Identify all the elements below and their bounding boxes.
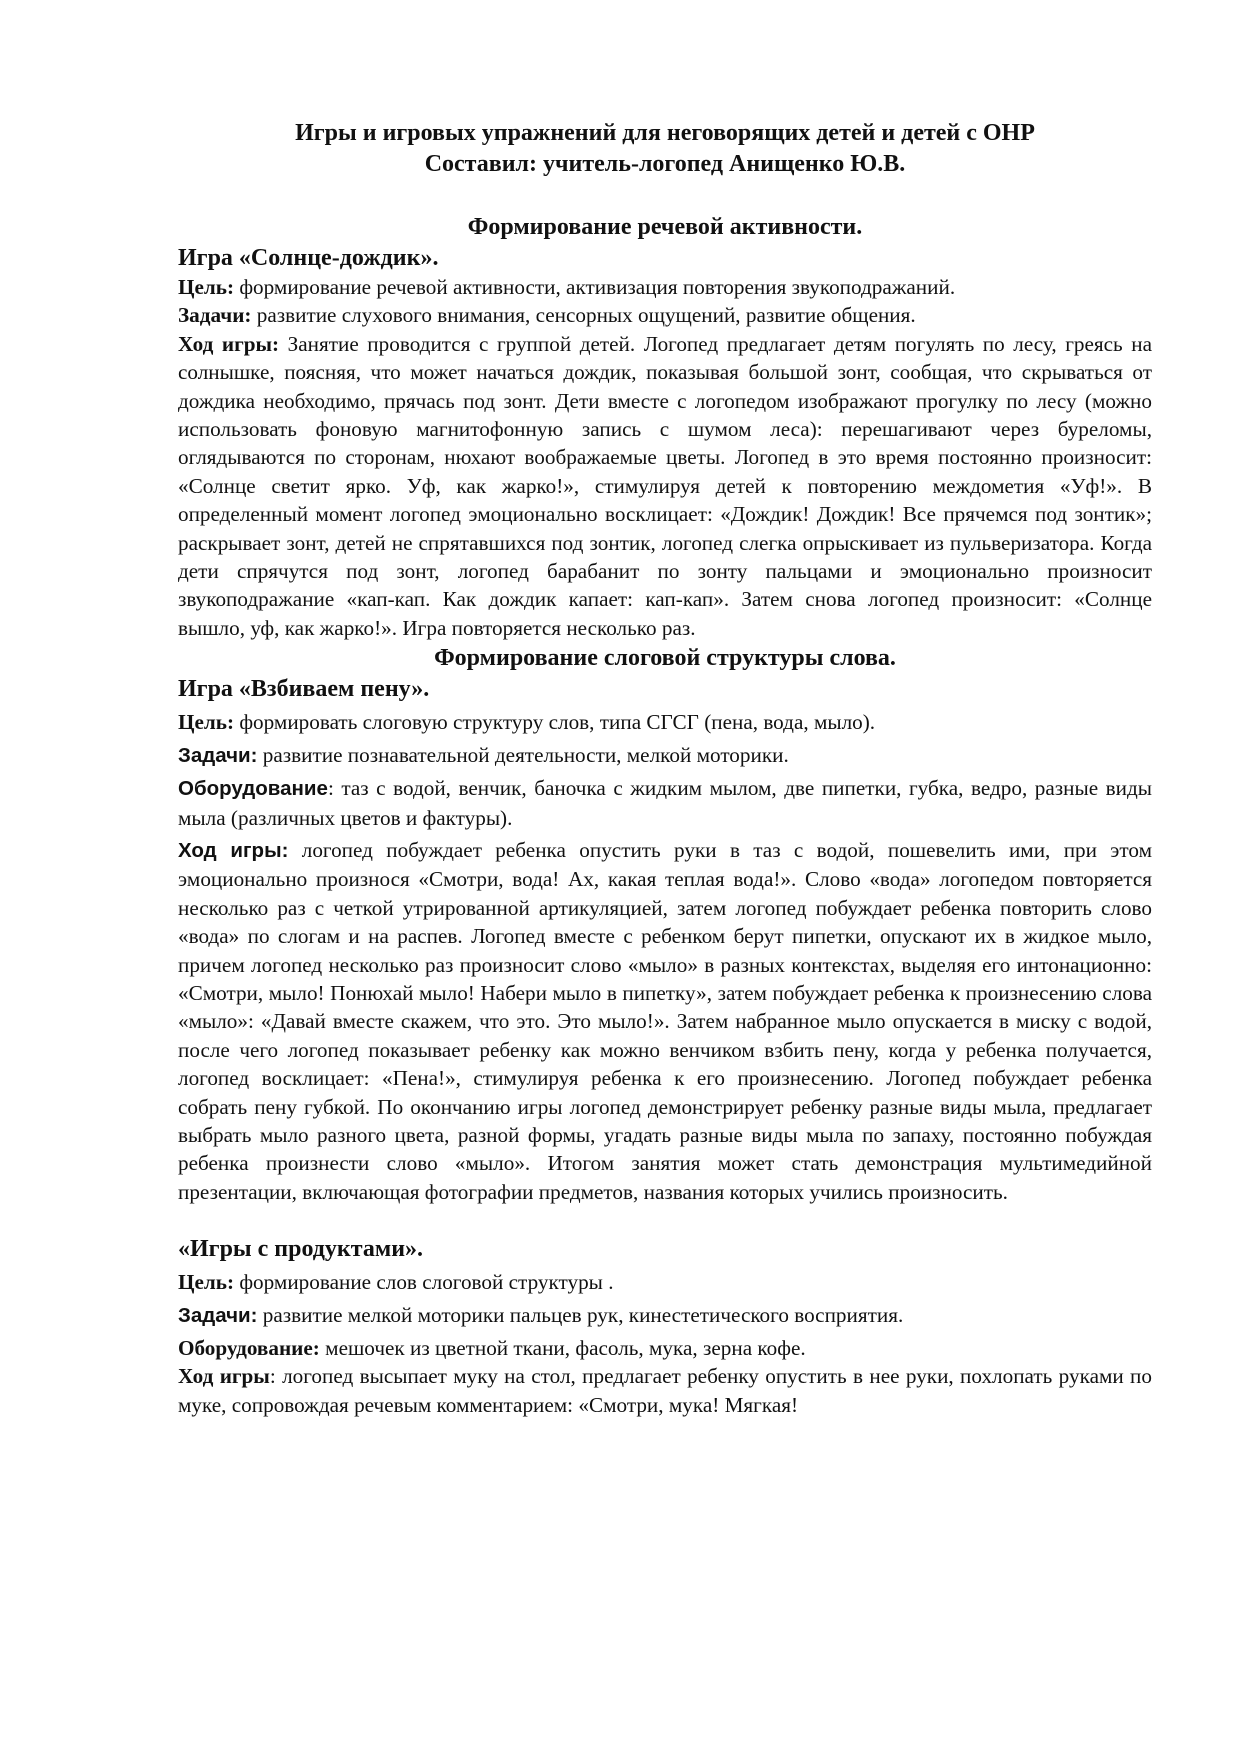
game-goal — [178, 1268, 1152, 1296]
goal-text: формирование слов слоговой структуры . — [234, 1270, 614, 1295]
tasks-label: Задачи: — [178, 303, 252, 328]
goal-label: Цель: — [178, 710, 235, 735]
equipment-label: Оборудование — [178, 777, 328, 801]
game-tasks — [178, 301, 1152, 329]
game-title-whip-foam: Игра «Взбиваем пену». — [178, 676, 430, 703]
section-heading-syllable-structure: Формирование слоговой структуры слова. — [434, 645, 896, 672]
tasks-label: Задачи: — [178, 1303, 258, 1327]
game-process — [178, 836, 1152, 1206]
game-process — [178, 1362, 1152, 1419]
tasks-label: Задачи: — [178, 743, 258, 767]
game-equipment — [178, 1334, 1152, 1362]
process-text: Занятие проводится с группой детей. Логопед предлагает детям погулять по лесу, греясь на солнышке, поясняя, что может начаться дождик, показывая большой зонт, сообщая, что скрываться от дождика необходимо, прячась под зонт. Дети вместе с логопедом изображают прогулку по лесу (можно использовать фоновую магнитофонную запись с шумом леса): перешагивают через буреломы, оглядываются по сторонам, нюхают воображаемые цветы. Логопед в это время постоянно произносит: «Солнце светит ярко. Уф, как жарко!», стимулируя детей к повторению междометия «Уф!». В определенный момент логопед эмоционально восклицает: «Дождик! Дождик! Все прячемся под зонтик»; раскрывает зонт, детей не спрятавшихся под зонтик, логопед слегка опрыскивает из пульверизатора. Когда дети спрячутся под зонт, логопед барабанит по зонту пальцами и эмоционально произносит звукоподражание «кап-кап. Как дождик капает: кап-кап». Затем снова логопед произносит: «Солнце вышло, уф, как жарко!». Игра повторяется несколько раз. — [178, 331, 1152, 640]
equipment-text: мешочек из цветной ткани, фасоль, мука, зерна кофе. — [319, 1336, 806, 1360]
goal-label: Цель: — [178, 275, 235, 299]
process-label: Ход игры — [178, 1364, 270, 1389]
game-goal — [178, 708, 1152, 736]
game-equipment — [178, 774, 1152, 832]
equipment-label: Оборудование: — [178, 1336, 320, 1360]
document-page — [178, 118, 1152, 1419]
game-tasks — [178, 1301, 1152, 1330]
game-process — [178, 330, 1152, 642]
goal-text: формирование речевой активности, активизация повторения звукоподражаний. — [234, 275, 956, 299]
process-label: Ход игры: — [178, 331, 280, 356]
title-line-1: Игры и игровых упражнений для неговорящих детей и детей с ОНР — [295, 120, 1035, 146]
game-title-food-games: «Игры с продуктами». — [178, 1236, 424, 1263]
section-heading-speech-activity: Формирование речевой активности. — [467, 214, 863, 240]
game-tasks — [178, 741, 1152, 770]
tasks-text: развитие слухового внимания, сенсорных ощущений, развитие общения. — [251, 303, 916, 328]
process-text: логопед побуждает ребенка опустить руки в таз с водой, пошевелить ими, при этом эмоционально произнося «Смотри, вода! Ах, какая теплая вода!». Слово «вода» логопедом повторяется несколько раз с четкой утрированной артикуляцией, затем логопед побуждает ребенка повторить слово «вода» по слогам и на распев. Логопед вместе с ребенком берут пипетки, опускают их в жидкое мыло, причем логопед несколько раз произносит слово «мыло» в разных контекстах, выделяя его интонационно: «Смотри, мыло! Понюхай мыло! Набери мыло в пипетку», затем побуждает ребенка к произнесению слова «мыло»: «Давай вместе скажем, что это. Это мыло!». Затем набранное мыло опускается в миску с водой, после чего логопед показывает ребенку как можно венчиком взбить пену, когда у ребенка получается, логопед восклицает: «Пена!», стимулируя ребенка к его произнесению. Логопед побуждает ребенка собрать пену губкой. По окончанию игры логопед демонстрирует ребенку разные виды мыла, предлагает выбрать мыло разного цвета, разной формы, угадать разные виды мыла по запаху, постоянно побуждая ребенка произнести слово «мыло». Итогом занятия может стать демонстрация мультимедийной презентации, включающая фотографии предметов, названия которых учились произносить. — [178, 837, 1152, 1204]
tasks-text: развитие познавательной деятельности, мелкой моторики. — [257, 742, 789, 767]
title-line-2: Составил: учитель-логопед Анищенко Ю.В. — [424, 151, 906, 177]
equipment-text: : таз с водой, венчик, баночка с жидким мылом, две пипетки, губка, ведро, разные виды мыла (различных цветов и фактуры). — [178, 776, 1152, 830]
process-label: Ход игры: — [178, 838, 289, 862]
game-title-sun-rain: Игра «Солнце-дождик». — [178, 245, 439, 271]
goal-label: Цель: — [178, 1270, 235, 1295]
document-title — [178, 118, 1152, 180]
tasks-text: развитие мелкой моторики пальцев рук, кинестетического восприятия. — [257, 1302, 904, 1327]
process-text: : логопед высыпает муку на стол, предлагает ребенку опустить в нее руки, похлопать руками по муке, сопровождая речевым комментарием: «Смотри, мука! Мягкая! — [178, 1364, 1152, 1417]
game-goal — [178, 273, 1152, 301]
goal-text: формировать слоговую структуру слов, типа СГСГ (пена, вода, мыло). — [234, 710, 876, 735]
